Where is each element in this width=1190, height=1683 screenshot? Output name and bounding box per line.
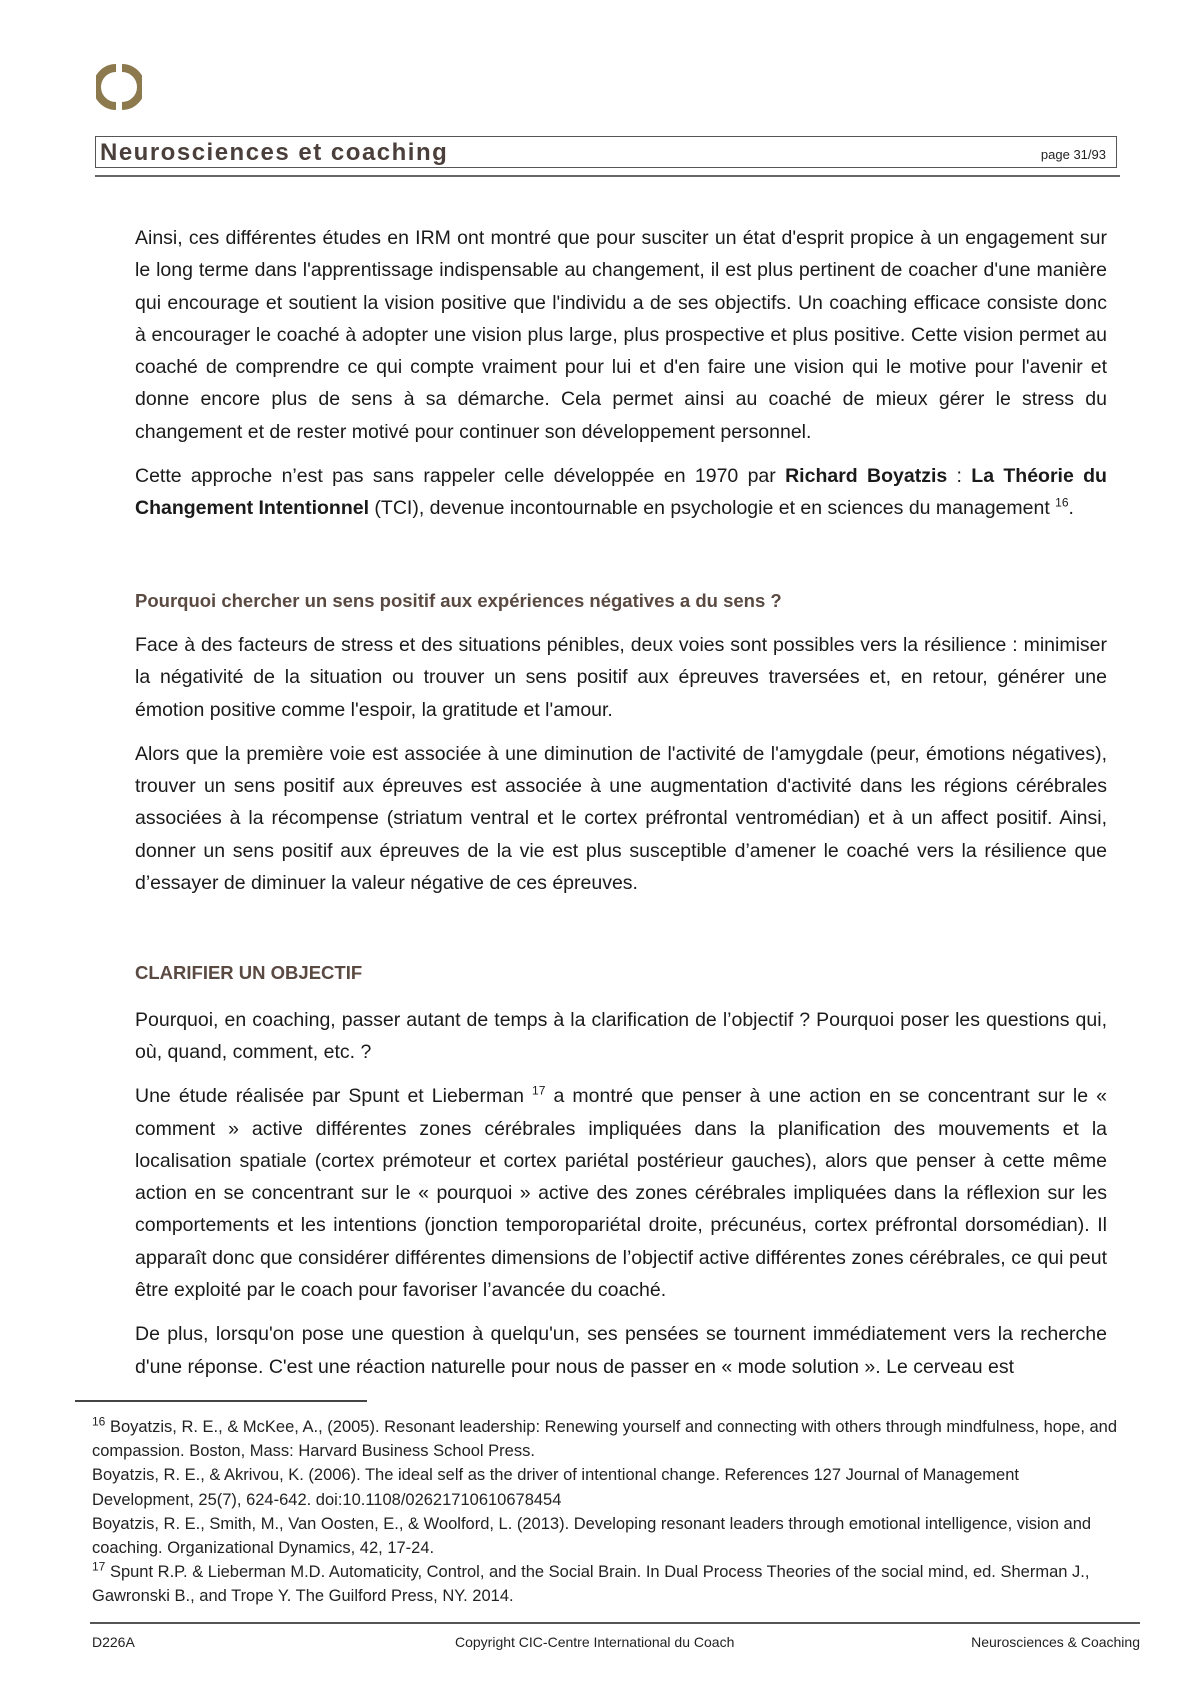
text: a montré que penser à une action en se concentrant sur le « comment » active différentes zones cérébrales impliquées dans la planification des mouvements et la localisation spatiale (cortex prémoteur et cortex pariétal postérieur gauches), alors que penser à cette même action en se concentrant sur le « pourquoi » active des zones cérébrales impliquées dans la réflexion sur les comportements et les intentions (jonction temporopariétal droite, précunéus, cortex préfrontal dorsomédian). Il apparaît donc que considérer différentes dimensions de l’objectif active différentes zones cérébrales, ce qui peut être exploité par le coach pour favoriser l’avancée du coaché.: [135, 1085, 1107, 1302]
header-divider: [95, 175, 1120, 177]
text: (TCI), devenue incontournable en psychologie et en sciences du management: [369, 497, 1056, 520]
paragraph: Ainsi, ces différentes études en IRM ont montré que pour susciter un état d'esprit propice à un engagement sur le long terme dans l'apprentissage indispensable au changement, il est plus pertinent de coacher d'une manière qui encourage et soutient la vision positive que l'individu a de ses objectifs. Un coaching efficace consiste donc à encourager le coaché à adopter une vision plus large, plus prospective et plus positive. Cette vision permet au coaché de comprendre ce qui compte vraiment pour lui et d'en faire une vision qui le motive pour l'avenir et donne encore plus de sens à sa démarche. Cela permet ainsi au coaché de mieux gérer le stress du changement et de rester motivé pour continuer son développement personnel.: [135, 227, 1107, 443]
citation: Spunt R.P. & Lieberman M.D. Automaticity, Control, and the Social Brain. In Dual Process Theories of the social mind, ed. Sherman J., Gawronski B., and Trope Y. The Guilford Press, NY. 2014.: [92, 1563, 1090, 1606]
footnote-ref[interactable]: 17: [532, 1083, 546, 1098]
footer-copyright: Copyright CIC-Centre International du Coach: [455, 1634, 735, 1650]
footnote-divider: [75, 1400, 367, 1402]
footnote-ref[interactable]: 16: [1055, 495, 1069, 510]
text: Une étude réalisée par Spunt et Lieberman: [135, 1085, 533, 1108]
paragraph: De plus, lorsqu'on pose une question à quelqu'un, ses pensées se tournent immédiatement vers la recherche d'une réponse. C'est une réaction naturelle pour nous de passer en « mode solution ». Le cerveau est: [135, 1323, 1107, 1378]
page-header: [95, 136, 1117, 168]
main-content: [135, 222, 1107, 1395]
citation: Boyatzis, R. E., & McKee, A., (2005). Resonant leadership: Renewing yourself and connecting with others through mindfulness, hope, and compassion. Boston, Mass: Harvard Business School Press.: [92, 1418, 1118, 1461]
footnote-number: 16: [92, 1414, 106, 1429]
section-heading: CLARIFIER UN OBJECTIF: [135, 962, 363, 984]
footer-title: Neurosciences & Coaching: [971, 1634, 1140, 1650]
page-number: page 31/93: [1040, 147, 1106, 162]
paragraph: Alors que la première voie est associée à une diminution de l'activité de l'amygdale (peur, émotions négatives), trouver un sens positif aux épreuves est associée à une augmentation d'activité dans les régions cérébrales associées à la récompense (striatum ventral et le cortex préfrontal ventromédian) et à un affect positif. Ainsi, donner un sens positif aux épreuves de la vie est plus susceptible d’amener le coaché vers la résilience que d’essayer de diminuer la valeur négative de ces épreuves.: [135, 742, 1107, 895]
text: .: [1068, 497, 1074, 520]
theory-name: La Théorie du Changement Intentionnel: [135, 465, 1107, 520]
paragraph: [135, 1080, 1107, 1306]
footer-divider: [90, 1622, 1140, 1624]
paragraph: Pourquoi, en coaching, passer autant de temps à la clarification de l’objectif ? Pourquoi poser les questions qui, où, quand, comment, etc. ?: [135, 1008, 1107, 1063]
parentheses-logo-icon: [96, 64, 142, 110]
author-name: Richard Boyatzis: [785, 465, 948, 488]
paragraph: [135, 460, 1107, 525]
footnotes: [92, 1415, 1122, 1609]
text: Cette approche n’est pas sans rappeler celle développée en 1970 par: [135, 465, 786, 488]
paragraph: Face à des facteurs de stress et des situations pénibles, deux voies sont possibles vers la résilience : minimiser la négativité de la situation ou trouver un sens positif aux épreuves traversées et, en retour, générer une émotion positive comme l'espoir, la gratitude et l'amour.: [135, 633, 1107, 721]
footnote-17: [92, 1560, 1122, 1608]
section-subheading: Pourquoi chercher un sens positif aux expériences négatives a du sens ?: [135, 589, 782, 611]
footnote-number: 17: [92, 1559, 106, 1574]
footer-code: D226A: [92, 1634, 135, 1650]
document-title: Neurosciences et coaching: [100, 139, 449, 166]
citation: Boyatzis, R. E., Smith, M., Van Oosten, E., & Woolford, L. (2013). Developing resonant leaders through emotional intelligence, vision and coaching. Organizational Dynamics, 42, 17-24.: [92, 1514, 1092, 1558]
footnote-16: [92, 1415, 1122, 1463]
citation: Boyatzis, R. E., & Akrivou, K. (2006). The ideal self as the driver of intentional change. References 127 Journal of Management Development, 25(7), 624-642. doi:10.1108/02621710610678454: [92, 1466, 1019, 1509]
text: :: [947, 465, 972, 488]
